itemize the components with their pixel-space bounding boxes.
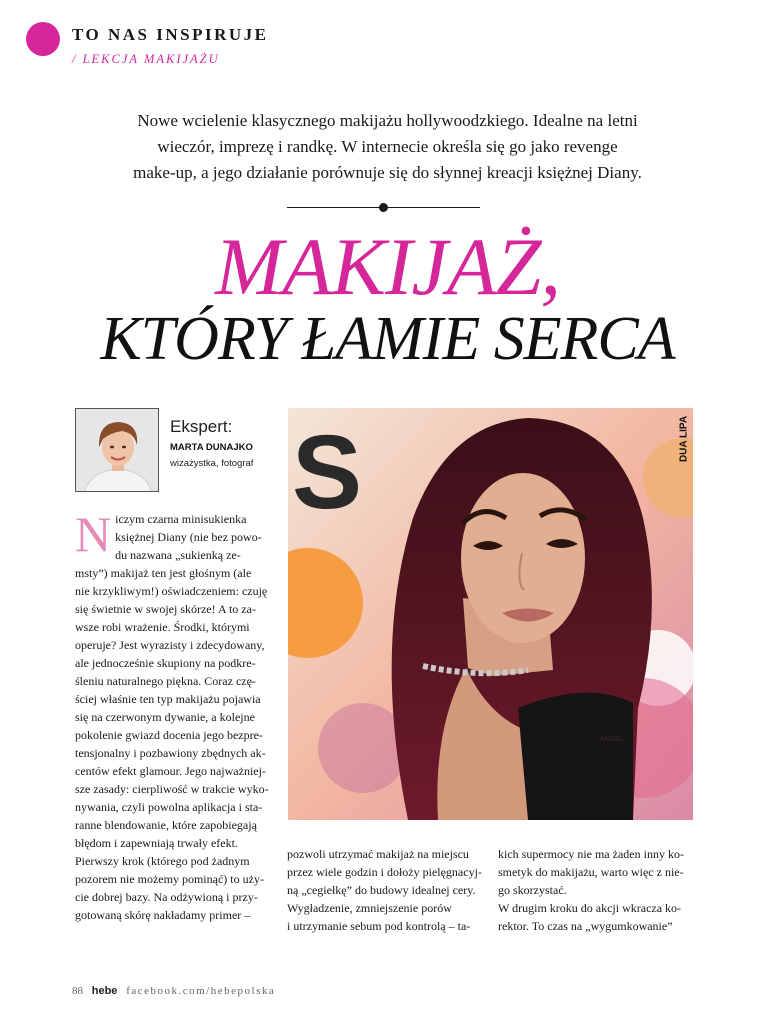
photo-credit [676,410,692,468]
article-line: W drugim kroku do akcji wkracza ko- [498,901,682,915]
article-line: Pierwszy krok (którego pod żadnym [75,854,250,868]
article-column-2 [287,845,483,935]
article-line: błędom i zapewniają trwały efekt. [75,836,238,850]
expert-name: MARTA DUNAJKO [170,442,253,453]
section-subtitle: / LEKCJA MAKIJAŻU [72,52,220,66]
photo-credit-label: DUA LIPA [678,415,690,463]
lead-line: wieczór, imprezę i randkę. W internecie określa się go jako revenge [157,137,618,156]
article-line: pokolenie gwiazd docenia jego bezpre- [75,728,263,742]
article-line: smetyk do makijażu, warto więc z nie- [498,865,684,879]
article-line: księżnej Diany (nie bez powo- [115,530,262,544]
page-footer [72,985,275,997]
article-column-1 [75,506,270,924]
article-line: rektor. To czas na „wygumkowanie” [498,919,673,933]
article-line: iczym czarna minisukienka [115,512,247,526]
expert-portrait [75,408,159,492]
article-line: ściej właśnie ten typ makijażu pojawia [75,692,261,706]
article-line: się świetnie w swojej skórze! A to za- [75,602,256,616]
section-dot-icon [26,22,60,56]
article-column-3 [498,845,694,935]
page-number: 88 [72,985,83,997]
lead-paragraph [90,108,685,186]
lead-line: Nowe wcielenie klasycznego makijażu hollywoodzkiego. Idealne na letni [137,111,638,130]
article-line: kich supermocy nie ma żaden inny ko- [498,847,684,861]
article-line: sze zasady: cierpliwość w trakcie wyko- [75,782,269,796]
article-line: go skorzystać. [498,883,567,897]
article-line: centów efekt glamour. Jego najważniej- [75,764,266,778]
article-line: tensjonalny i pozbawiony zbędnych ak- [75,746,266,760]
article-line: i utrzymanie sebum pod kontrolą – ta- [287,919,471,933]
article-line: nie krzykliwym!) oświadczeniem: czuję [75,584,268,598]
expert-label: Ekspert: [170,417,233,436]
headline-line-2: KTÓRY ŁAMIE SERCA [100,305,675,373]
article-line: gotowaną skórę nakładamy primer – [75,908,251,922]
article-line: wsze robi wrażenie. Środki, którymi [75,620,250,634]
tattoo-text: ANGEL [600,736,624,743]
expert-role: wizażystka, fotograf [170,458,254,469]
lead-line: make-up, a jego działanie porównuje się do słynnej kreacji księżnej Diany. [133,163,642,182]
article-line: śleniu naturalnego piękna. Coraz czę- [75,674,256,688]
article-line: Wygładzenie, zmniejszenie porów [287,901,452,915]
article-line: ale jednocześnie skupiony na podkre- [75,656,256,670]
headline-line-1: MAKIJAŻ, [215,221,560,312]
article-line: du nazwana „sukienką ze- [115,548,241,562]
article-line: cie dobrej bazy. Na odżywioną i przy- [75,890,258,904]
divider-dot-icon [379,203,388,212]
article-line: msty”) makijaż ten jest głośnym (ale [75,566,252,580]
hero-photo-image [288,408,693,820]
article-line: przez wiele godzin i dołoży pielęgnacyj- [287,865,482,879]
footer-brand: hebe [91,985,118,997]
article-line: ną „cegiełkę” do budowy idealnej cery. [287,883,476,897]
article-line: pozorem nie możemy pominąć) to uży- [75,872,264,886]
article-line: nywania, czyli powolna aplikacja i sta- [75,800,263,814]
article-line: operuje? Jest wyrazisty i zdecydowany, [75,638,265,652]
expert-portrait-image [76,409,159,492]
section-title: TO NAS INSPIRUJE [72,25,269,44]
article-line: się na czerwonym dywanie, a kolejne [75,710,255,724]
hero-photo [288,408,693,820]
article-line: ranne blendowanie, które zapobiegają [75,818,257,832]
backdrop-letter: S [292,414,363,531]
footer-url: facebook.com/hebepolska [126,985,276,997]
article-line: pozwoli utrzymać makijaż na miejscu [287,847,469,861]
drop-cap: N [75,506,112,562]
